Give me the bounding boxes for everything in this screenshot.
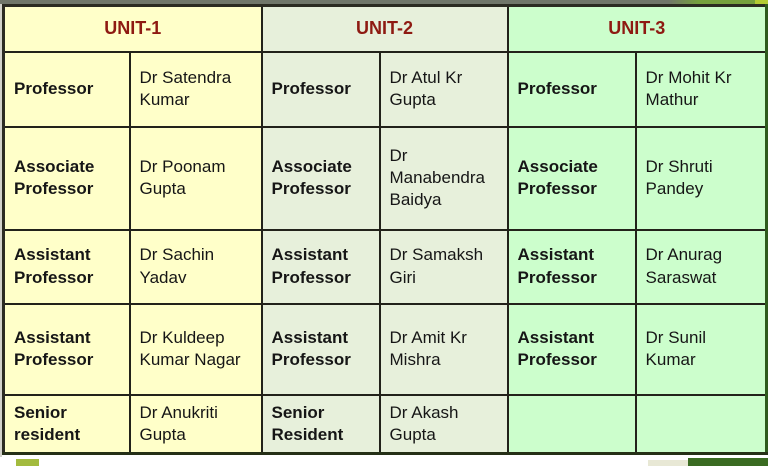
unit3-header: UNIT-3 (508, 6, 767, 52)
role-cell: Assistant Professor (262, 230, 380, 304)
slide-bottom-olive-block (16, 459, 39, 466)
slide-bottom-cream-block (648, 460, 690, 466)
role-cell: Assistant Professor (4, 304, 130, 395)
person-cell: Dr Poonam Gupta (130, 127, 262, 230)
role-cell: Professor (262, 52, 380, 127)
role-cell (508, 395, 636, 454)
role-cell: Professor (508, 52, 636, 127)
person-cell: Dr Sachin Yadav (130, 230, 262, 304)
faculty-units-table (2, 4, 768, 455)
role-cell: Assistant Professor (262, 304, 380, 395)
role-cell: Senior Resident (262, 395, 380, 454)
role-cell: Assistant Professor (508, 230, 636, 304)
role-cell: Assistant Professor (508, 304, 636, 395)
role-cell: Professor (4, 52, 130, 127)
table-row (4, 127, 767, 230)
person-cell: Dr Mohit Kr Mathur (636, 52, 767, 127)
table-header-row (4, 6, 767, 52)
unit2-header: UNIT-2 (262, 6, 508, 52)
person-cell: Dr Manabendra Baidya (380, 127, 508, 230)
role-cell: Senior resident (4, 395, 130, 454)
person-cell: Dr Anurag Saraswat (636, 230, 767, 304)
role-cell: Associate Professor (262, 127, 380, 230)
person-cell: Dr Amit Kr Mishra (380, 304, 508, 395)
person-cell: Dr Sunil Kumar (636, 304, 767, 395)
table-row (4, 230, 767, 304)
person-cell: Dr Satendra Kumar (130, 52, 262, 127)
slide-bottom-green-bar (688, 458, 768, 466)
role-cell: Associate Professor (508, 127, 636, 230)
table-row (4, 304, 767, 395)
person-cell: Dr Akash Gupta (380, 395, 508, 454)
role-cell: Assistant Professor (4, 230, 130, 304)
role-cell: Associate Professor (4, 127, 130, 230)
table-row (4, 52, 767, 127)
person-cell (636, 395, 767, 454)
person-cell: Dr Shruti Pandey (636, 127, 767, 230)
person-cell: Dr Atul Kr Gupta (380, 52, 508, 127)
person-cell: Dr Samaksh Giri (380, 230, 508, 304)
table-row (4, 395, 767, 454)
unit1-header: UNIT-1 (4, 6, 262, 52)
person-cell: Dr Anukriti Gupta (130, 395, 262, 454)
person-cell: Dr Kuldeep Kumar Nagar (130, 304, 262, 395)
